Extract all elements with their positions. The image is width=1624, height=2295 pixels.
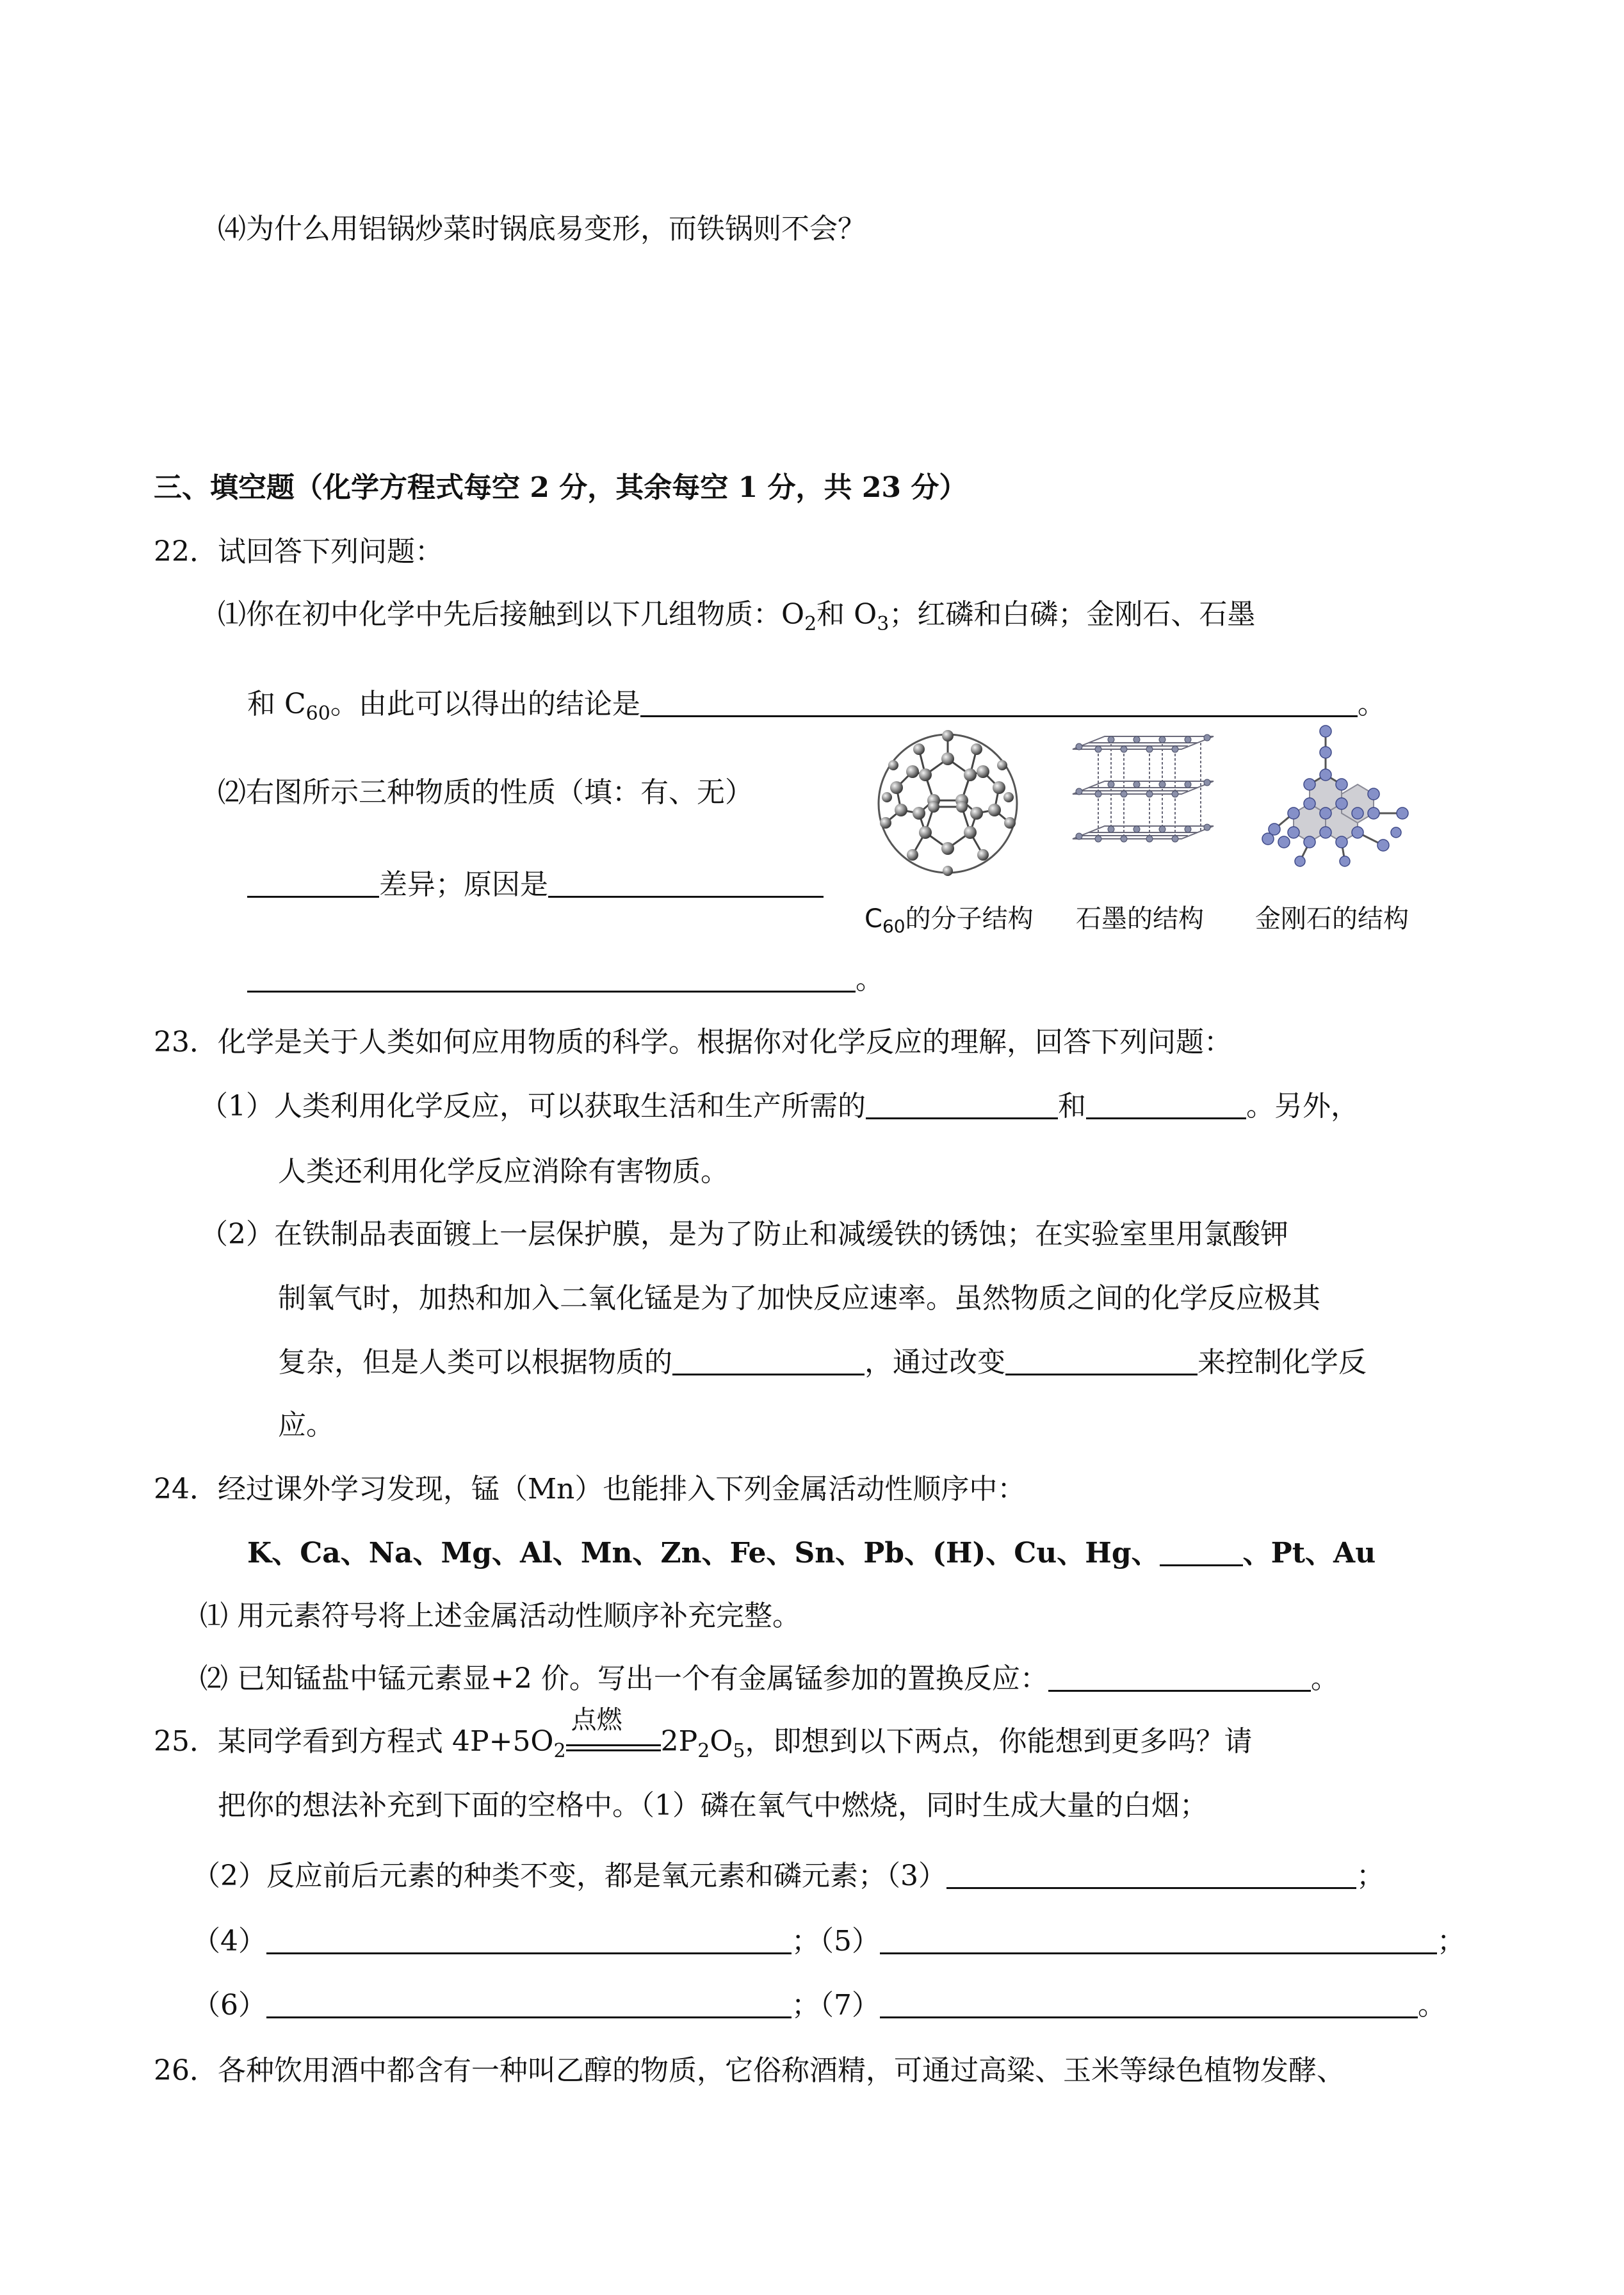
question-23-title: 23．化学是关于人类如何应用物质的科学。根据你对化学反应的理解，回答下列问题： bbox=[154, 1026, 1232, 1058]
answer-blank-25-6[interactable] bbox=[266, 1988, 792, 2018]
reaction-condition-sign: 点燃 bbox=[566, 1723, 661, 1761]
question-23-1-line1: （1）人类利用化学反应，可以获取生活和生产所需的 和 。另外， bbox=[200, 1090, 1359, 1123]
answer-blank-23-1b[interactable] bbox=[1086, 1089, 1246, 1119]
answer-blank-25-5[interactable] bbox=[880, 1924, 1437, 1954]
question-23-1-line2: 人类还利用化学反应消除有害物质。 bbox=[278, 1155, 729, 1188]
question-23-2-line3: 复杂，但是人类可以根据物质的 ，通过改变 来控制化学反 bbox=[278, 1346, 1367, 1379]
question-22-1-line2: 和 $C_{60}$。由此可以得出的结论是 。 bbox=[247, 688, 1386, 725]
answer-blank-24-2[interactable] bbox=[1048, 1662, 1311, 1692]
question-26-line1: 26．各种饮用酒中都含有一种叫乙醇的物质，它俗称酒精，可通过高粱、玉米等绿色植物发酵、 bbox=[154, 2054, 1345, 2087]
answer-blank-23-2a[interactable] bbox=[672, 1345, 865, 1375]
answer-blank-22-2a[interactable] bbox=[247, 868, 379, 898]
metal-activity-series: K、Ca、Na、Mg、Al、Mn、Zn、Fe、Sn、Pb、(H)、Cu、Hg、 、Pt、Au bbox=[247, 1537, 1376, 1569]
question-24-title: 24．经过课外学习发现，锰（Mn）也能排入下列金属活动性顺序中： bbox=[154, 1473, 1026, 1505]
question-22-2-line1: ⑵右图所示三种物质的性质（填：有、无） bbox=[218, 776, 753, 809]
question-21-4: ⑷为什么用铝锅炒菜时锅底易变形，而铁锅则不会？ bbox=[218, 213, 866, 245]
question-23-2-line2: 制氧气时，加热和加入二氧化锰是为了加快反应速率。虽然物质之间的化学反应极其 bbox=[278, 1282, 1320, 1315]
c60-structure-image bbox=[868, 727, 1028, 880]
question-25-line3: （2）反应前后元素的种类不变，都是氧元素和磷元素；（3） ； bbox=[192, 1860, 1384, 1892]
graphite-structure-image bbox=[1066, 730, 1226, 877]
answer-blank-22-2b[interactable] bbox=[548, 868, 824, 898]
answer-blank-22-1[interactable] bbox=[640, 687, 1358, 717]
answer-blank-23-2b[interactable] bbox=[1005, 1345, 1198, 1375]
question-23-2-line4: 应。 bbox=[278, 1409, 334, 1441]
answer-blank-24-series[interactable] bbox=[1160, 1536, 1243, 1566]
question-22-1-line1: ⑴你在初中化学中先后接触到以下几组物质：$O_2$和 $O_3$；红磷和白磷；金刚石、石墨 bbox=[218, 598, 1256, 635]
answer-blank-22-2c[interactable] bbox=[247, 962, 856, 993]
question-24-1: ⑴ 用元素符号将上述金属活动性顺序补充完整。 bbox=[200, 1600, 800, 1632]
diamond-structure-image bbox=[1249, 724, 1428, 877]
answer-blank-23-1a[interactable] bbox=[866, 1089, 1058, 1119]
section-3-title: 三、填空题（化学方程式每空 2 分，其余每空 1 分，共 23 分） bbox=[154, 471, 968, 504]
answer-blank-25-4[interactable] bbox=[266, 1924, 792, 1954]
c60-caption: $C_{60}$的分子结构 bbox=[865, 904, 1034, 937]
diamond-caption: 金刚石的结构 bbox=[1255, 904, 1409, 934]
question-25-line2: 把你的想法补充到下面的空格中。（1）磷在氧气中燃烧，同时生成大量的白烟； bbox=[218, 1789, 1208, 1822]
question-23-2-line1: （2）在铁制品表面镀上一层保护膜，是为了防止和减缓铁的锈蚀；在实验室里用氯酸钾 bbox=[200, 1218, 1288, 1251]
question-22-2-line3: 。 bbox=[247, 961, 884, 999]
question-25-line4: （4） ；（5） ； bbox=[192, 1925, 1465, 1958]
question-24-2: ⑵ 已知锰盐中锰元素显+2 价。写出一个有金属锰参加的置换反应： 。 bbox=[200, 1662, 1339, 1695]
question-25-line1: 25．某同学看到方程式 $4P+5O_2$ 点燃 $2P_2O_5$，即想到以下两点，你能想到更多吗？请 bbox=[154, 1705, 1253, 1762]
graphite-caption: 石墨的结构 bbox=[1076, 904, 1204, 934]
question-22-title: 22．试回答下列问题： bbox=[154, 535, 443, 568]
answer-blank-25-3[interactable] bbox=[946, 1859, 1356, 1889]
question-22-2-line2: 差异；原因是 bbox=[247, 866, 824, 904]
question-25-line5: （6） ；（7） 。 bbox=[192, 1989, 1446, 2022]
answer-blank-25-7[interactable] bbox=[880, 1988, 1418, 2018]
